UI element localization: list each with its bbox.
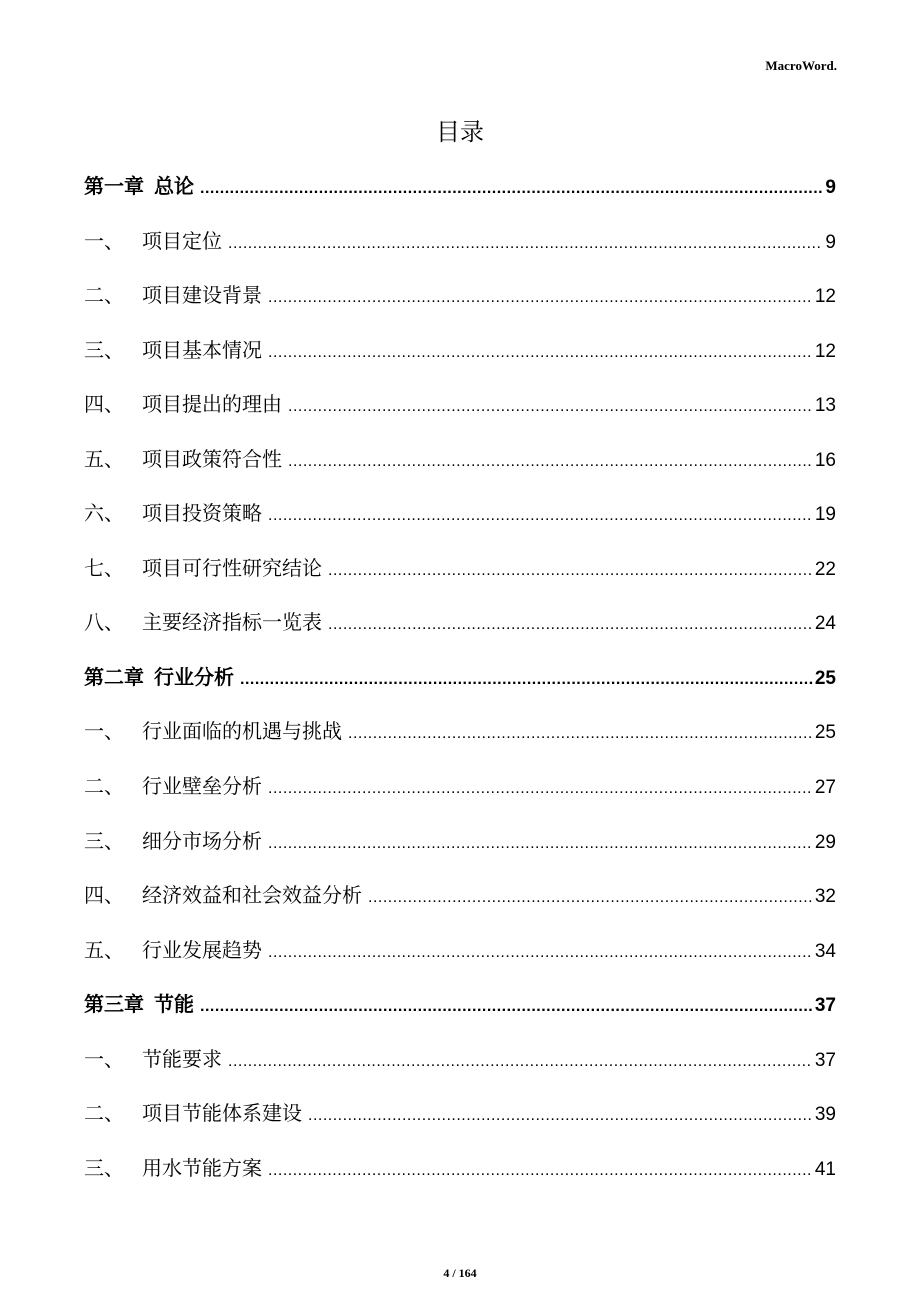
section-title: 项目政策符合性 bbox=[142, 446, 282, 471]
section-number: 七、 bbox=[84, 555, 124, 580]
section-number: 五、 bbox=[84, 937, 124, 962]
page-number: 37 bbox=[814, 995, 836, 1017]
section-title: 行业壁垒分析 bbox=[142, 774, 262, 799]
section-number: 二、 bbox=[84, 1101, 124, 1126]
chapter-title: 行业分析 bbox=[154, 664, 234, 689]
section-title: 行业面临的机遇与挑战 bbox=[142, 719, 342, 744]
toc-section-entry[interactable] bbox=[84, 600, 836, 655]
section-number: 一、 bbox=[84, 719, 124, 744]
dot-leader bbox=[200, 166, 823, 211]
page-number: 12 bbox=[814, 340, 836, 362]
dot-leader bbox=[268, 1148, 813, 1193]
dot-leader bbox=[368, 875, 813, 920]
toc-section-entry[interactable] bbox=[84, 819, 836, 874]
toc-section-entry[interactable] bbox=[84, 1091, 836, 1146]
section-number: 六、 bbox=[84, 501, 124, 526]
toc-entry-title bbox=[84, 164, 200, 209]
toc-section-entry[interactable] bbox=[84, 273, 836, 328]
dot-leader bbox=[268, 330, 813, 375]
section-title: 行业发展趋势 bbox=[142, 937, 262, 962]
section-number: 八、 bbox=[84, 610, 124, 635]
chapter-number: 第一章 bbox=[84, 174, 144, 198]
section-number: 二、 bbox=[84, 283, 124, 308]
toc-chapter-entry[interactable] bbox=[84, 655, 836, 710]
section-title: 项目投资策略 bbox=[142, 501, 262, 526]
toc-title: 目录 bbox=[436, 118, 484, 146]
page-number: 22 bbox=[814, 558, 836, 580]
toc-section-entry[interactable] bbox=[84, 382, 836, 437]
section-title: 主要经济指标一览表 bbox=[142, 610, 322, 635]
toc-section-entry[interactable] bbox=[84, 219, 836, 274]
chapter-number: 第三章 bbox=[84, 992, 144, 1017]
toc-section-entry[interactable] bbox=[84, 1146, 836, 1201]
section-number: 四、 bbox=[84, 883, 124, 908]
dot-leader bbox=[348, 711, 813, 756]
toc-section-entry[interactable] bbox=[84, 1037, 836, 1092]
page-number: 27 bbox=[814, 777, 836, 799]
page-number: 29 bbox=[814, 831, 836, 853]
page-number: 25 bbox=[814, 667, 836, 689]
page-number: 37 bbox=[814, 1049, 836, 1071]
section-number: 三、 bbox=[84, 828, 124, 853]
section-number: 一、 bbox=[84, 1046, 124, 1071]
toc-section-entry[interactable] bbox=[84, 546, 836, 601]
dot-leader bbox=[228, 1039, 813, 1084]
dot-leader bbox=[200, 984, 813, 1029]
page-number: 9 bbox=[825, 177, 836, 198]
page-indicator: 4 / 164 bbox=[443, 1266, 477, 1280]
section-title: 项目可行性研究结论 bbox=[142, 555, 322, 580]
section-title: 项目节能体系建设 bbox=[142, 1101, 302, 1126]
toc-entry-title bbox=[84, 655, 240, 700]
toc-section-entry[interactable] bbox=[84, 328, 836, 383]
toc-section-entry[interactable] bbox=[84, 928, 836, 983]
page-number: 39 bbox=[814, 1104, 836, 1126]
section-number: 五、 bbox=[84, 446, 124, 471]
dot-leader bbox=[240, 657, 813, 702]
page-number: 25 bbox=[814, 722, 836, 744]
dot-leader bbox=[268, 821, 813, 866]
page-number: 9 bbox=[825, 231, 836, 253]
section-title: 细分市场分析 bbox=[142, 828, 262, 853]
header-brand: MacroWord. bbox=[765, 58, 837, 73]
toc-entry-title bbox=[84, 982, 200, 1027]
section-title: 用水节能方案 bbox=[142, 1155, 262, 1180]
page-number: 16 bbox=[814, 449, 836, 471]
dot-leader bbox=[308, 1093, 813, 1138]
section-number: 二、 bbox=[84, 774, 124, 799]
page-number: 13 bbox=[814, 395, 836, 417]
dot-leader bbox=[268, 766, 813, 811]
dot-leader bbox=[228, 221, 823, 266]
section-number: 一、 bbox=[84, 228, 124, 253]
section-title: 经济效益和社会效益分析 bbox=[142, 883, 362, 908]
chapter-number: 第二章 bbox=[84, 664, 144, 689]
section-title: 项目基本情况 bbox=[142, 337, 262, 362]
page-number: 12 bbox=[814, 286, 836, 308]
chapter-title: 节能 bbox=[154, 992, 194, 1017]
section-title: 项目定位 bbox=[142, 228, 222, 253]
toc-section-entry[interactable] bbox=[84, 709, 836, 764]
dot-leader bbox=[328, 548, 813, 593]
page-number: 41 bbox=[814, 1158, 836, 1180]
toc-chapter-entry[interactable] bbox=[84, 164, 836, 219]
dot-leader bbox=[268, 493, 813, 538]
table-of-contents bbox=[84, 164, 836, 1200]
page-number: 32 bbox=[814, 886, 836, 908]
page-number: 24 bbox=[814, 613, 836, 635]
toc-section-entry[interactable] bbox=[84, 437, 836, 492]
dot-leader bbox=[268, 275, 813, 320]
page-number: 34 bbox=[814, 940, 836, 962]
section-number: 三、 bbox=[84, 1155, 124, 1180]
toc-section-entry[interactable] bbox=[84, 764, 836, 819]
section-number: 四、 bbox=[84, 392, 124, 417]
dot-leader bbox=[328, 602, 813, 647]
toc-section-entry[interactable] bbox=[84, 873, 836, 928]
section-title: 项目建设背景 bbox=[142, 283, 262, 308]
dot-leader bbox=[268, 930, 813, 975]
dot-leader bbox=[288, 384, 813, 429]
toc-chapter-entry[interactable] bbox=[84, 982, 836, 1037]
page-number: 19 bbox=[814, 504, 836, 526]
toc-section-entry[interactable] bbox=[84, 491, 836, 546]
section-number: 三、 bbox=[84, 337, 124, 362]
section-title: 项目提出的理由 bbox=[142, 392, 282, 417]
chapter-title: 总论 bbox=[154, 174, 194, 198]
section-title: 节能要求 bbox=[142, 1046, 222, 1071]
dot-leader bbox=[288, 439, 813, 484]
